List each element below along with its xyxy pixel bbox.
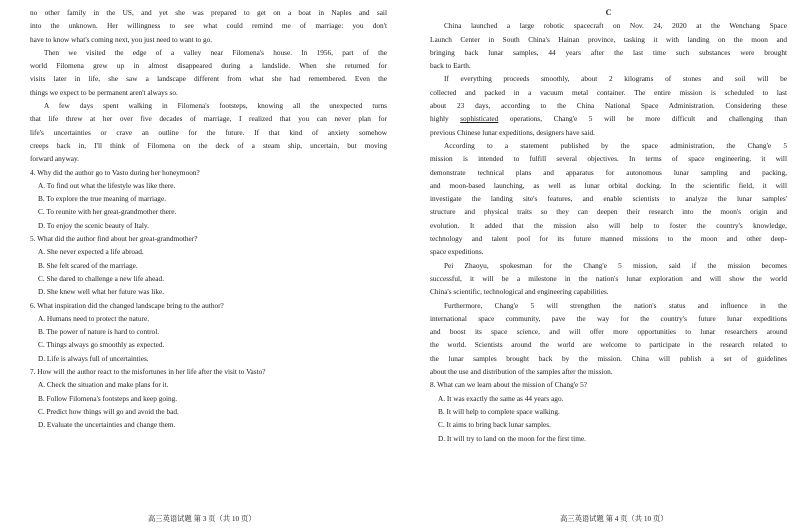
option-b: B. She felt scared of the marriage. bbox=[38, 260, 138, 270]
text-line: and moon-based launching, as well as lunar orbital docking. In the scientific field, it will bbox=[430, 180, 787, 190]
option-c: C. Things always go smoothly as expected. bbox=[38, 340, 165, 350]
text-line: visits later in life, she saw a landscape different from what she had remembered. Even the bbox=[30, 74, 387, 84]
text-line: bringing back lunar samples, 44 years after the last time such substances were brought bbox=[430, 47, 787, 57]
text-line: forward anyway. bbox=[30, 154, 79, 164]
text-line: the world. Scientists around the world are welcome to participate in the research related to bbox=[430, 340, 787, 350]
option-a: A. Check the situation and make plans for it. bbox=[38, 380, 169, 390]
option-a: A. To find out what the lifestyle was like there. bbox=[38, 180, 176, 190]
text-line: Launch Center in South China's Hainan province, tasking it with landing on the moon and bbox=[430, 34, 787, 44]
paragraph bbox=[430, 72, 787, 138]
text-line: international space community, pave the way for the country's future lunar expeditions bbox=[430, 313, 787, 323]
text-line: Then we visited the edge of a valley near Filomena's house. In 1956, part of the bbox=[44, 47, 387, 57]
section-title: C bbox=[605, 8, 612, 17]
text-line: Pei Zhaoyu, spokesman for the Chang'e 5 mission, said if the mission becomes bbox=[444, 260, 787, 270]
text-line: demonstrate technical plans and apparatus for autonomous lunar sampling and packing, bbox=[430, 167, 787, 177]
right-page bbox=[430, 6, 787, 445]
text-line: successful, it will be a milestone in the nation's lunar exploration and will show the world bbox=[430, 273, 787, 283]
option-a: A. She never expected a life abroad. bbox=[38, 247, 144, 257]
text-line: things we expect to be permanent aren't always so. bbox=[30, 87, 178, 97]
question-stem: 8. What can we learn about the mission of Chang'e 5? bbox=[430, 380, 588, 390]
question-stem: 4. Why did the author go to Vasto during her honeymoon? bbox=[30, 167, 200, 177]
text-line: about 23 days, according to the China National Space Administration. Considering these bbox=[430, 101, 787, 111]
option-c: C. To reunite with her great-grandmother there. bbox=[38, 207, 177, 217]
paragraph bbox=[30, 6, 387, 46]
text-line: that life threw at her over five decades of marriage, I realized that you can never plan for bbox=[30, 114, 387, 124]
text-line: life's uncertainties or crave an outline for the future. If that kind of anxiety somehow bbox=[30, 127, 387, 137]
option-b: B. To explore the true meaning of marriage. bbox=[38, 194, 167, 204]
option-c: C. Predict how things will go and avoid the bad. bbox=[38, 406, 179, 416]
text-line: the lunar samples brought back by the mission. China will publish a set of guidelines bbox=[430, 353, 787, 363]
text-line: mission is intended to fulfill several objectives. In terms of space engineering, it will bbox=[430, 154, 787, 164]
option-b: B. It will help to complete space walking. bbox=[438, 406, 560, 416]
text-span: highly bbox=[430, 114, 461, 124]
question-stem: 6. What inspiration did the changed landscape bring to the author? bbox=[30, 300, 224, 310]
text-line: China launched a large robotic spacecraft on Nov. 24, 2020 at the Wenchang Space bbox=[444, 21, 787, 31]
option-c: C. It aims to bring back lunar samples. bbox=[438, 420, 551, 430]
text-line: have to know what's coming next, you just need to want to go. bbox=[30, 34, 213, 44]
text-line: investigate the landing site's features, and enable scientists to analyze the lunar samples' bbox=[430, 194, 787, 204]
text-line: Furthermore, Chang'e 5 will strengthen the nation's status and influence in the bbox=[444, 300, 787, 310]
underlined-word: sophisticated bbox=[460, 114, 499, 124]
text-line: into the unknown. Her willingness to see what could remind me of marriage: you don't bbox=[30, 21, 387, 31]
text-line: space expeditions. bbox=[430, 247, 484, 257]
text-line: about the use and distribution of the samples after the mission. bbox=[430, 367, 613, 377]
question-stem: 5. What did the author find about her great-grandmother? bbox=[30, 234, 198, 244]
text-line: China's scientific, technological and engineering capabilities. bbox=[430, 287, 609, 297]
left-page bbox=[30, 6, 387, 432]
text-span: operations, Chang'e 5 will be more difficult and challenging than bbox=[498, 114, 787, 124]
paragraph bbox=[430, 299, 787, 379]
text-line: creeps back in, I'll think of Filomena on the deck of a steam ship, uncertain, but moving bbox=[30, 140, 387, 150]
option-c: C. She dared to challenge a new life ahead. bbox=[38, 273, 165, 283]
option-a: A. It was exactly the same as 44 years ago. bbox=[438, 393, 564, 403]
text-line bbox=[430, 112, 787, 125]
question-7 bbox=[30, 365, 387, 431]
option-d: D. Evaluate the uncertainties and change them. bbox=[38, 420, 176, 430]
paragraph bbox=[30, 99, 387, 165]
page-footer-right: 高三英语试题 第 4 页（共 10 页） bbox=[560, 514, 668, 523]
question-6 bbox=[30, 299, 387, 365]
text-line: no other family in the US, and yet she was prepared to get on a boat in Naples and sail bbox=[30, 8, 387, 17]
option-b: B. Follow Filomena's footsteps and keep going. bbox=[38, 393, 178, 403]
paragraph bbox=[30, 46, 387, 99]
question-5 bbox=[30, 232, 387, 298]
text-line: structure and physical traits so they can deepen their research into the moon's origin and bbox=[430, 207, 787, 217]
option-d: D. To enjoy the scenic beauty of Italy. bbox=[38, 220, 149, 230]
paragraph bbox=[430, 259, 787, 299]
question-stem: 7. How will the author react to the misfortunes in her life after the visit to Vasto? bbox=[30, 367, 266, 377]
option-d: D. It will try to land on the moon for the first time. bbox=[438, 433, 586, 443]
text-line: A few days spent walking in Filomena's footsteps, knowing all the unexpected turns bbox=[44, 101, 387, 111]
text-line: According to a statement published by the space administration, the Chang'e 5 bbox=[444, 140, 787, 150]
text-line: If everything proceeds smoothly, about 2 kilograms of stones and soil will be bbox=[444, 74, 787, 84]
text-line: technology and talent pool for its future manned missions to the moon and other deep- bbox=[430, 234, 787, 244]
option-d: D. Life is always full of uncertainties. bbox=[38, 353, 149, 363]
text-line: previous Chinese lunar expeditions, designers have said. bbox=[430, 127, 595, 137]
paragraph bbox=[430, 139, 787, 259]
page-footer-left: 高三英语试题 第 3 页（共 10 页） bbox=[148, 514, 256, 523]
question-4 bbox=[30, 166, 387, 232]
text-line: and boost its space science, and will offer more opportunities to lunar researchers around bbox=[430, 327, 787, 337]
text-line: back to Earth. bbox=[430, 61, 471, 71]
text-line: collected and packed in a vacuum metal container. The entire mission is scheduled to last bbox=[430, 87, 787, 97]
option-b: B. The power of nature is hard to control. bbox=[38, 327, 160, 337]
text-line: world Filomena grew up in almost disappeared during a landslide. When she returned for bbox=[30, 61, 387, 71]
text-line: evolution. It added that the mission also will help to foster the country's knowledge, bbox=[430, 220, 787, 230]
paragraph bbox=[430, 19, 787, 72]
question-8 bbox=[430, 378, 787, 444]
option-a: A. Humans need to protect the nature. bbox=[38, 313, 150, 323]
option-d: D. She knew well what her future was like. bbox=[38, 287, 165, 297]
